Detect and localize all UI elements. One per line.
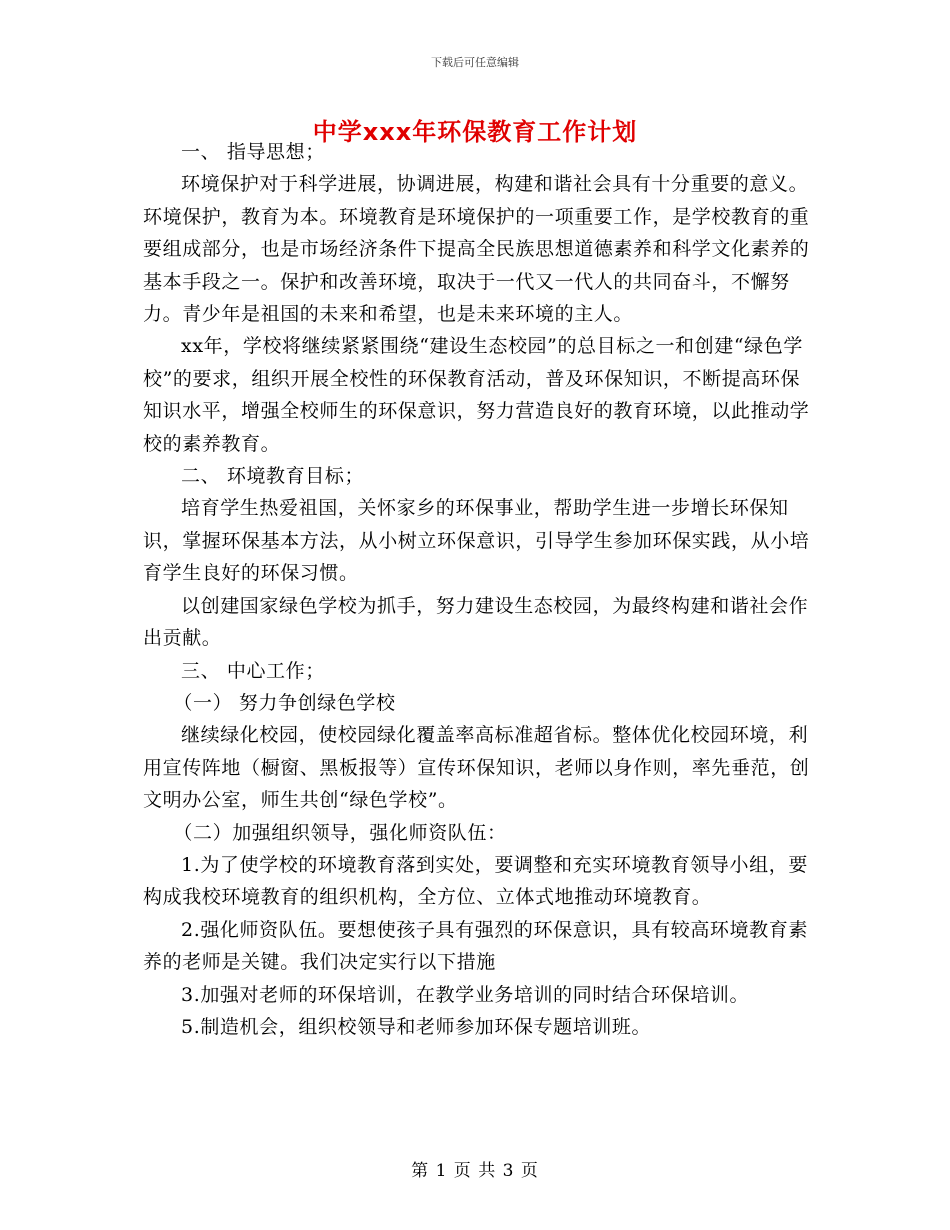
paragraph: 继续绿化校园，使校园绿化覆盖率高标准超省标。整体优化校园环境，利用宣传阵地（橱窗、黑板报等）宣传环保知识，老师以身作则，率先垂范，创文明办公室，师生共创“绿色学校”。	[143, 724, 810, 812]
list-item: 3.加强对老师的环保培训，在教学业务培训的同时结合环保培训。	[181, 983, 750, 1006]
document-body	[143, 136, 811, 1043]
section-heading-2: 二、 环境教育目标；	[181, 465, 365, 488]
subsection-heading-1: （一） 努力争创绿色学校	[173, 691, 396, 714]
list-item: 1.为了使学校的环境教育落到实处，要调整和充实环境教育领导小组，要构成我校环境教育的组织机构，全方位、立体式地推动环境教育。	[143, 853, 808, 909]
section-heading-1: 一、 指导思想；	[181, 141, 325, 163]
list-item: 5.制造机会，组织校领导和老师参加环保专题培训班。	[181, 1015, 652, 1038]
paragraph: 环境保护对于科学进展，协调进展，构建和谐社会具有十分重要的意义。环境保护，教育为本。环境教育是环境保护的一项重要工作，是学校教育的重要组成部分，也是市场经济条件下提高全民族思想道德素养和科学文化素养的基本手段之一。保护和改善环境，取决于一代又一代人的共同奋斗，不懈努力。青少年是祖国的未来和希望，也是未来环境的主人。	[143, 173, 810, 326]
header-note: 下载后可任意编辑	[431, 56, 519, 69]
paragraph: 培育学生热爱祖国，关怀家乡的环保事业，帮助学生进一步增长环保知识，掌握环保基本方法，从小树立环保意识，引导学生参加环保实践，从小培育学生良好的环保习惯。	[143, 497, 810, 585]
paragraph: xx年，学校将继续紧紧围绕“建设生态校园”的总目标之一和创建“绿色学校”的要求，组织开展全校性的环保教育活动，普及环保知识，不断提高环保知识水平，增强全校师生的环保意识，努力营造良好的教育环境，以此推动学校的素养教育。	[143, 335, 810, 455]
page-footer: 第 1 页 共 3 页	[411, 1161, 539, 1181]
paragraph: 以创建国家绿色学校为抓手，努力建设生态校园，为最终构建和谐社会作出贡献。	[143, 594, 809, 650]
section-heading-3: 三、 中心工作；	[181, 659, 325, 682]
document-title: 中学xxx年环保教育工作计划	[312, 118, 638, 146]
subsection-heading-2: （二）加强组织领导，强化师资队伍：	[173, 821, 507, 844]
list-item: 2.强化师资队伍。要想使孩子具有强烈的环保意识，具有较高环境教育素养的老师是关键。我们决定实行以下措施	[143, 918, 808, 974]
